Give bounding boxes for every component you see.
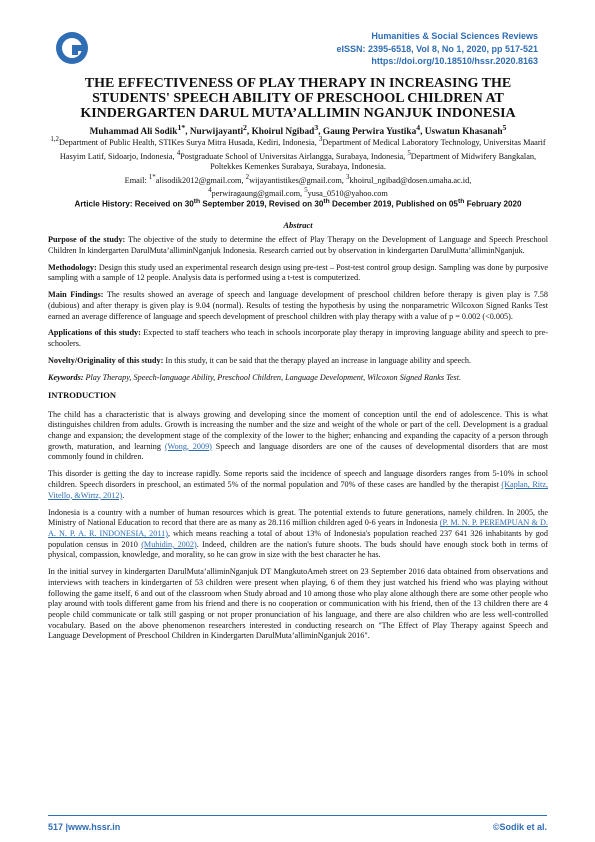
citation-link[interactable]: (P. M. N. P. PEREMPUAN & D. A. N. P. A. R. INDONESIA, 2011) xyxy=(48,518,548,538)
email-link[interactable]: alisodik2012@gmail.com, xyxy=(155,175,246,185)
footer-divider xyxy=(48,815,547,816)
article-history: Article History: Received on 30th September 2019, Revised on 30th December 2019, Published on 05th February 2020 xyxy=(74,198,522,209)
journal-logo-icon xyxy=(55,31,89,65)
abstract-applications: Applications of this study: Expected to staff teachers who teach in schools incorporate play therapy in improving language ability and speech to pre-schoolers. xyxy=(48,328,548,349)
main-text xyxy=(48,235,548,648)
author-name: Khoirul Ngibad xyxy=(251,127,315,138)
email-link[interactable]: wijayantistikes@gmail.com, xyxy=(249,175,346,185)
abstract-keywords: Keywords: Play Therapy, Speech-language Ability, Preschool Children, Language Development, Wilcoxon Signed Ranks Test. xyxy=(48,372,462,382)
abstract-purpose: Purpose of the study: The objective of the study to determine the effect of Play Therapy on the Development of Language and Speech Preschool Children In kindergarten DarulMuta’alliminNganjuk Indonesia. Research carried out by observation in kindergarten DarulMutta’alliminNganjuk. xyxy=(48,235,548,255)
section-heading-introduction: INTRODUCTION xyxy=(48,389,117,400)
email-link[interactable]: perwiragaung@gmail.com, xyxy=(211,189,305,199)
abstract-novelty: Novelty/Originality of this study: In this study, it can be said that the therapy played an increase in language ability and speech. xyxy=(48,356,472,366)
email-label: Email: xyxy=(124,175,149,185)
intro-paragraph-2: This disorder is getting the day to increase rapidly. Some reports said the incidence of speech and language disorders ranges from 5-10% in school children. Speech disorders in preschool, an estimated 5% of the normal population and 70% of these cases are handled by the therapist (Kaplan, Ritz, Vitello, &Wirtz, 2012). xyxy=(48,469,549,500)
abstract-methodology: Methodology: Design this study used an experimental research design using pre-test – Post-test control group design. Sampling was done by purposive sampling with a sample of 12 people. Analysis data is performed using a t-test is computerized. xyxy=(48,262,548,283)
author-list: Muhammad Ali Sodik$^{1*}$, Nurwijayanti$^2$, Khoirul Ngibad$^3$, Gaung Perwira Yustika$^4$, Uswatun Khasanah$^5$ xyxy=(89,123,507,138)
affiliations: $^{1,2}$Department of Public Health, STIKes Surya Mitra Husada, Kediri, Indonesia, $^3$Department of Medical Laboratory Technology, Universitas Maarif Hasyim Latif, Sidoarjo, Indonesia, $^4$Postgraduate School of Universitas Airlangga, Surabaya, Indonesia, $^5$Department of Midwifery Bangkalan, Poltekkes Kemenkes Surabaya, Surabaya, Indonesia. Email: $^{1*}$alisodik2012@gmail.com, $^2$wijayantistikes@gmail.com, $^3$khoirul_ngibad@dosen.umaha.ac.id, $^4$perwiragaung@gmail.com, $^5$yusa_0510@yahoo.com xyxy=(50,136,546,199)
intro-paragraph-4: In the initial survey in kindergarten DarulMuta’alliminNganjuk DT MangkutoAmeh street on 23 September 2016 data obtained from observations and interviews with teachers in kindergarten of 53 children were present when playing, 6 of them they just watched his friend who was playing without following the game itself, 6 and out of the classroom when Study abroad and 10 among those who play alone although there are some other people who play around with tools different game from his friend and there is no cooperation or communication with his friend, then of the 13 children there are 4 people child communicate or talk still gasping or not proper pronunciation of his language, and there are also children who are less well-controlled vocabulary. Based on the above phenomenon researchers interested in conducting research on "The Effect of Play Therapy against Speech and Language Development of Preschool Children in Kindergarten DarulMuta’alliminNganjuk 2016". xyxy=(48,567,548,641)
email-link[interactable]: khoirul_ngibad@dosen.umaha.ac.id, xyxy=(349,175,472,185)
paper-title: THE EFFECTIVENESS OF PLAY THERAPY IN INCREASING THE STUDENTS' SPEECH ABILITY OF PRESCHOOL CHILDREN AT KINDERGARTEN DARUL MUTA’ALLIMIN NGANJUK INDONESIA xyxy=(80,76,516,121)
abstract-findings: Main Findings: The results showed an average of speech and language development of preschool children before therapy is given play is 7.58 (dubious) and after therapy is given play is 9.04 (normal). Results of testing the hypothesis by using the nonparametric Wilcoxon Signed Ranks Test earned an average difference of language and speech development of preschool children with play therapy with a value of p = 0.002 (<0.005). xyxy=(48,290,548,321)
author-name: Muhammad Ali Sodik xyxy=(89,127,178,138)
footer-copyright: ©Sodik et al. xyxy=(492,822,547,832)
author-name: Nurwijayanti xyxy=(189,127,244,138)
journal-doi[interactable]: https://doi.org/10.18510/hssr.2020.8163 xyxy=(371,56,538,66)
footer-page-number[interactable]: 517 |www.hssr.in xyxy=(48,822,121,832)
abstract-heading: Abstract xyxy=(283,220,313,230)
citation-link[interactable]: (Wong, 2009) xyxy=(164,441,212,451)
author-name: Gaung Perwira Yustika xyxy=(322,127,417,138)
journal-issn: eISSN: 2395-6518, Vol 8, No 1, 2020, pp 517-521 xyxy=(336,43,538,54)
intro-paragraph-1: The child has a characteristic that is always growing and developing since the moment of conception until the end of adolescence. This is what distinguishes children from adults. Growth is increasing the number and the size and weight of the whole or part of the cell. Development is a gradual change and expansion; the development stage of the complexity of the lower to the higher; enhancing and expanding the capacity of a person through growth, maturation, and learning (Wong, 2009) Speech and language disorders are one of the causes of developmental disorders that are most commonly found in children. xyxy=(48,409,548,462)
citation-link[interactable]: (Kaplan, Ritz, Vitello, &Wirtz, 2012) xyxy=(48,479,549,500)
email-link[interactable]: yusa_0510@yahoo.com xyxy=(307,189,388,199)
journal-name: Humanities & Social Sciences Reviews xyxy=(371,31,538,41)
citation-link[interactable]: (Muhidin, 2002) xyxy=(141,539,197,549)
journal-header xyxy=(337,30,538,68)
author-name: Uswatun Khasanah xyxy=(424,127,503,138)
intro-paragraph-3: Indonesia is a country with a number of human resources which is great. The potential extends to future generations, namely children. In 2005, the Ministry of National Education to record that there are as many as 28.116 million children aged 0-6 years in Indonesia (P. M. N. P. PEREMPUAN & D. A. N. P. A. R. INDONESIA, 2011), which means reaching a total of about 13% of Indonesia's population reached 237 641 326 inhabitants by god population census in 2010 (Muhidin, 2002). Indeed, children are the nation's future shoots. The buds should have enough stock both in terms of physical, compassion, knowledge, and morality, so he can grow in size with the best character he has. xyxy=(48,507,548,560)
